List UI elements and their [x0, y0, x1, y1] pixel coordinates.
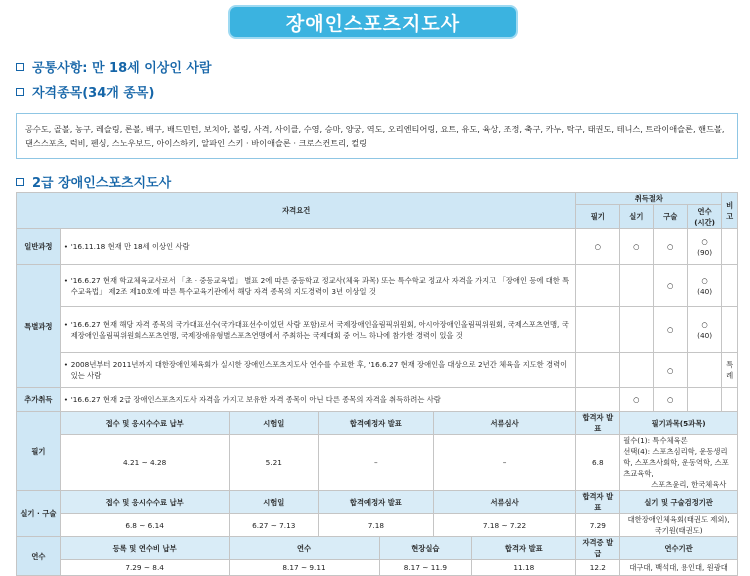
- subject-line: 필수(1): 특수체육론: [623, 436, 688, 445]
- cell-oral: ○: [653, 229, 687, 265]
- cell-written: [576, 307, 620, 353]
- square-bullet-icon: [16, 178, 24, 186]
- schedule-training-label: 연수: [17, 537, 61, 576]
- header-training-label: 연수: [697, 206, 712, 216]
- schedule-value-row: [17, 514, 738, 537]
- heading-common: [16, 57, 212, 76]
- schedule-header: 서류심사: [433, 412, 576, 435]
- cell-written: ○: [576, 229, 620, 265]
- schedule-value: 6.8 ~ 6.14: [60, 514, 229, 537]
- cell-practical: ○: [620, 229, 653, 265]
- cell-oral: ○: [653, 307, 687, 353]
- schedule-header: 접수 및 응시수수료 납부: [60, 491, 229, 514]
- header-requirements: 자격요건: [17, 193, 576, 229]
- schedule-header: 합격자 발표: [472, 537, 576, 560]
- header-note: 비고: [722, 193, 738, 229]
- schedule-value: 대구대, 백석대, 용인대, 원광대: [620, 560, 738, 576]
- schedule-header: 시험일: [229, 491, 319, 514]
- cell-written: [576, 265, 620, 307]
- header-written: 필기: [576, 205, 620, 229]
- row-text: • 2008년부터 2011년까지 대한장애인체육회가 실시한 장애인스포츠지도사 연수를 수료한 후, '16.6.27 현재 장애인을 대상으로 2년간 체육을 지도한 경력이 있는 사람: [60, 353, 576, 388]
- cell-practical: ○: [620, 388, 653, 412]
- schedule-value: 7.29 ~ 8.4: [60, 560, 229, 576]
- row-text: • '16.6.27 현재 해당 자격 종목의 국가대표선수(국가대표선수이었던 사람 포함)로서 국제장애인올림픽위원회, 아시아장애인올림픽위원회, 국제스포츠연맹, 국제장애인올림픽위원회스포츠연맹, 국제장애유형별스포츠연맹에서 주최하는 국제대회 중 어느 하나에 참가한 경력이 있을 것: [60, 307, 576, 353]
- heading-common-text: 공통사항: 만 18세 이상인 사람: [32, 61, 212, 76]
- schedule-value: 11.18: [472, 560, 576, 576]
- heading-grade2-text: 2급 장애인스포츠지도사: [32, 176, 172, 191]
- schedule-header: 현장실습: [379, 537, 472, 560]
- cell-training-hours: (90): [697, 247, 713, 257]
- row-text: • '16.11.18 현재 만 18세 이상인 사람: [60, 229, 576, 265]
- page-title: 장애인스포츠지도사: [228, 5, 518, 39]
- cell-oral: ○: [653, 388, 687, 412]
- cell-training: [687, 307, 721, 353]
- cell-training: [687, 229, 721, 265]
- schedule-header: 연수기관: [620, 537, 738, 560]
- schedule-header: 등록 및 연수비 납부: [60, 537, 229, 560]
- header-practical: 실기: [620, 205, 653, 229]
- schedule-value: –: [433, 435, 576, 491]
- cell-training: [687, 353, 721, 388]
- table-row: [17, 265, 738, 307]
- table-row: [17, 353, 738, 388]
- cell-practical: [620, 265, 653, 307]
- schedule-header-row: [17, 491, 738, 514]
- heading-grade2: [16, 172, 171, 191]
- schedule-header: 필기과목(5과목): [620, 412, 738, 435]
- schedule-header-row: [17, 412, 738, 435]
- schedule-value-row: [17, 560, 738, 576]
- heading-sports: [16, 82, 154, 101]
- table-row: [17, 307, 738, 353]
- row-text: • '16.6.27 현재 학교체육교사로서 「초 · 중등교육법」 별표 2에 따른 중등학교 정교사(체육 과목) 또는 특수학교 정교사 자격을 가지고 「장애인 등에 대한 특수교육법」 제2조 제10호에 따른 특수교육기관에서 해당 자격 종목의 지도경력이 3년 이상일 것: [60, 265, 576, 307]
- row-category: 일반과정: [17, 229, 61, 265]
- header-procedure: 취득절차: [576, 193, 722, 205]
- schedule-value: 12.2: [576, 560, 620, 576]
- schedule-written-label: 필기: [17, 412, 61, 491]
- schedule-value: –: [319, 435, 434, 491]
- schedule-header: 합격자 발표: [576, 412, 620, 435]
- schedule-value: 6.8: [576, 435, 620, 491]
- cell-note: 특례: [722, 353, 738, 388]
- cell-written: [576, 353, 620, 388]
- schedule-header: 실기 및 구술검정기관: [620, 491, 738, 514]
- square-bullet-icon: [16, 88, 24, 96]
- cell-note: [722, 388, 738, 412]
- row-category: 추가취득: [17, 388, 61, 412]
- cell-training-hours: (40): [697, 330, 713, 340]
- cell-note: [722, 229, 738, 265]
- table-row: [17, 388, 738, 412]
- header-oral: 구술: [653, 205, 687, 229]
- row-category: 특별과정: [17, 265, 61, 388]
- schedule-header: 접수 및 응시수수료 납부: [60, 412, 229, 435]
- schedule-practical-label: 실기 · 구술: [17, 491, 61, 537]
- table-row: [17, 229, 738, 265]
- schedule-value-row: [17, 435, 738, 491]
- cell-training: [687, 265, 721, 307]
- schedule-header: 합격예정자 발표: [319, 491, 434, 514]
- square-bullet-icon: [16, 63, 24, 71]
- heading-sports-text: 자격종목(34개 종목): [32, 86, 155, 101]
- sports-list-box: [16, 113, 738, 159]
- schedule-value: 8.17 ~ 11.9: [379, 560, 472, 576]
- cell-written: [576, 388, 620, 412]
- schedule-value: 대한장애인체육회(태권도 제외), 국기원(태권도): [620, 514, 738, 537]
- cell-oral: ○: [653, 353, 687, 388]
- schedule-header: 합격자 발표: [576, 491, 620, 514]
- schedule-value: 5.21: [229, 435, 319, 491]
- schedule-value: 7.18 ~ 7.22: [433, 514, 576, 537]
- cell-training-mark: ○: [701, 275, 708, 285]
- row-text: • '16.6.27 현재 2급 장애인스포츠지도사 자격을 가지고 보유한 자격 종목이 아닌 다른 종목의 자격을 취득하려는 사람: [60, 388, 576, 412]
- schedule-value: 6.27 ~ 7.13: [229, 514, 319, 537]
- schedule-value: 7.29: [576, 514, 620, 537]
- subject-line: 스포츠윤리, 한국체육사: [651, 480, 727, 489]
- schedule-header: 자격증 발급: [576, 537, 620, 560]
- schedule-value: 8.17 ~ 9.11: [229, 560, 379, 576]
- schedule-header: 연수: [229, 537, 379, 560]
- cell-note: [722, 307, 738, 353]
- schedule-header-row: [17, 537, 738, 560]
- cell-practical: [620, 307, 653, 353]
- header-training: [687, 205, 721, 229]
- cell-training-mark: ○: [701, 319, 708, 329]
- requirements-table: [16, 192, 738, 576]
- subject-line: 선택(4): 스포츠심리학, 운동생리학, 스포츠사회학, 운동역학, 스포츠교육학,: [623, 447, 729, 478]
- cell-note: [722, 265, 738, 307]
- cell-training-mark: ○: [701, 236, 708, 246]
- schedule-header: 합격예정자 발표: [319, 412, 434, 435]
- cell-training: [687, 388, 721, 412]
- cell-oral: ○: [653, 265, 687, 307]
- schedule-value: 7.18: [319, 514, 434, 537]
- schedule-header: 시험일: [229, 412, 319, 435]
- written-subjects: [620, 435, 738, 491]
- header-training-sub: (시간): [694, 217, 715, 227]
- schedule-value: 4.21 ~ 4.28: [60, 435, 229, 491]
- schedule-header: 서류심사: [433, 491, 576, 514]
- sports-list-text: 공수도, 골볼, 농구, 레슬링, 론볼, 배구, 배드민턴, 보치아, 볼링, 사격, 사이클, 수영, 승마, 양궁, 역도, 오리엔티어링, 요트, 유도, 육상, 조정, 축구, 카누, 탁구, 태권도, 테니스, 트라이애슬론, 핸드볼, 댄스스포츠, 럭비, 펜싱, 스노우보드, 아이스하키, 알파인 스키 · 바이애슬론 · 크로스컨트리, 컬링: [25, 124, 725, 148]
- cell-practical: [620, 353, 653, 388]
- cell-training-hours: (40): [697, 286, 713, 296]
